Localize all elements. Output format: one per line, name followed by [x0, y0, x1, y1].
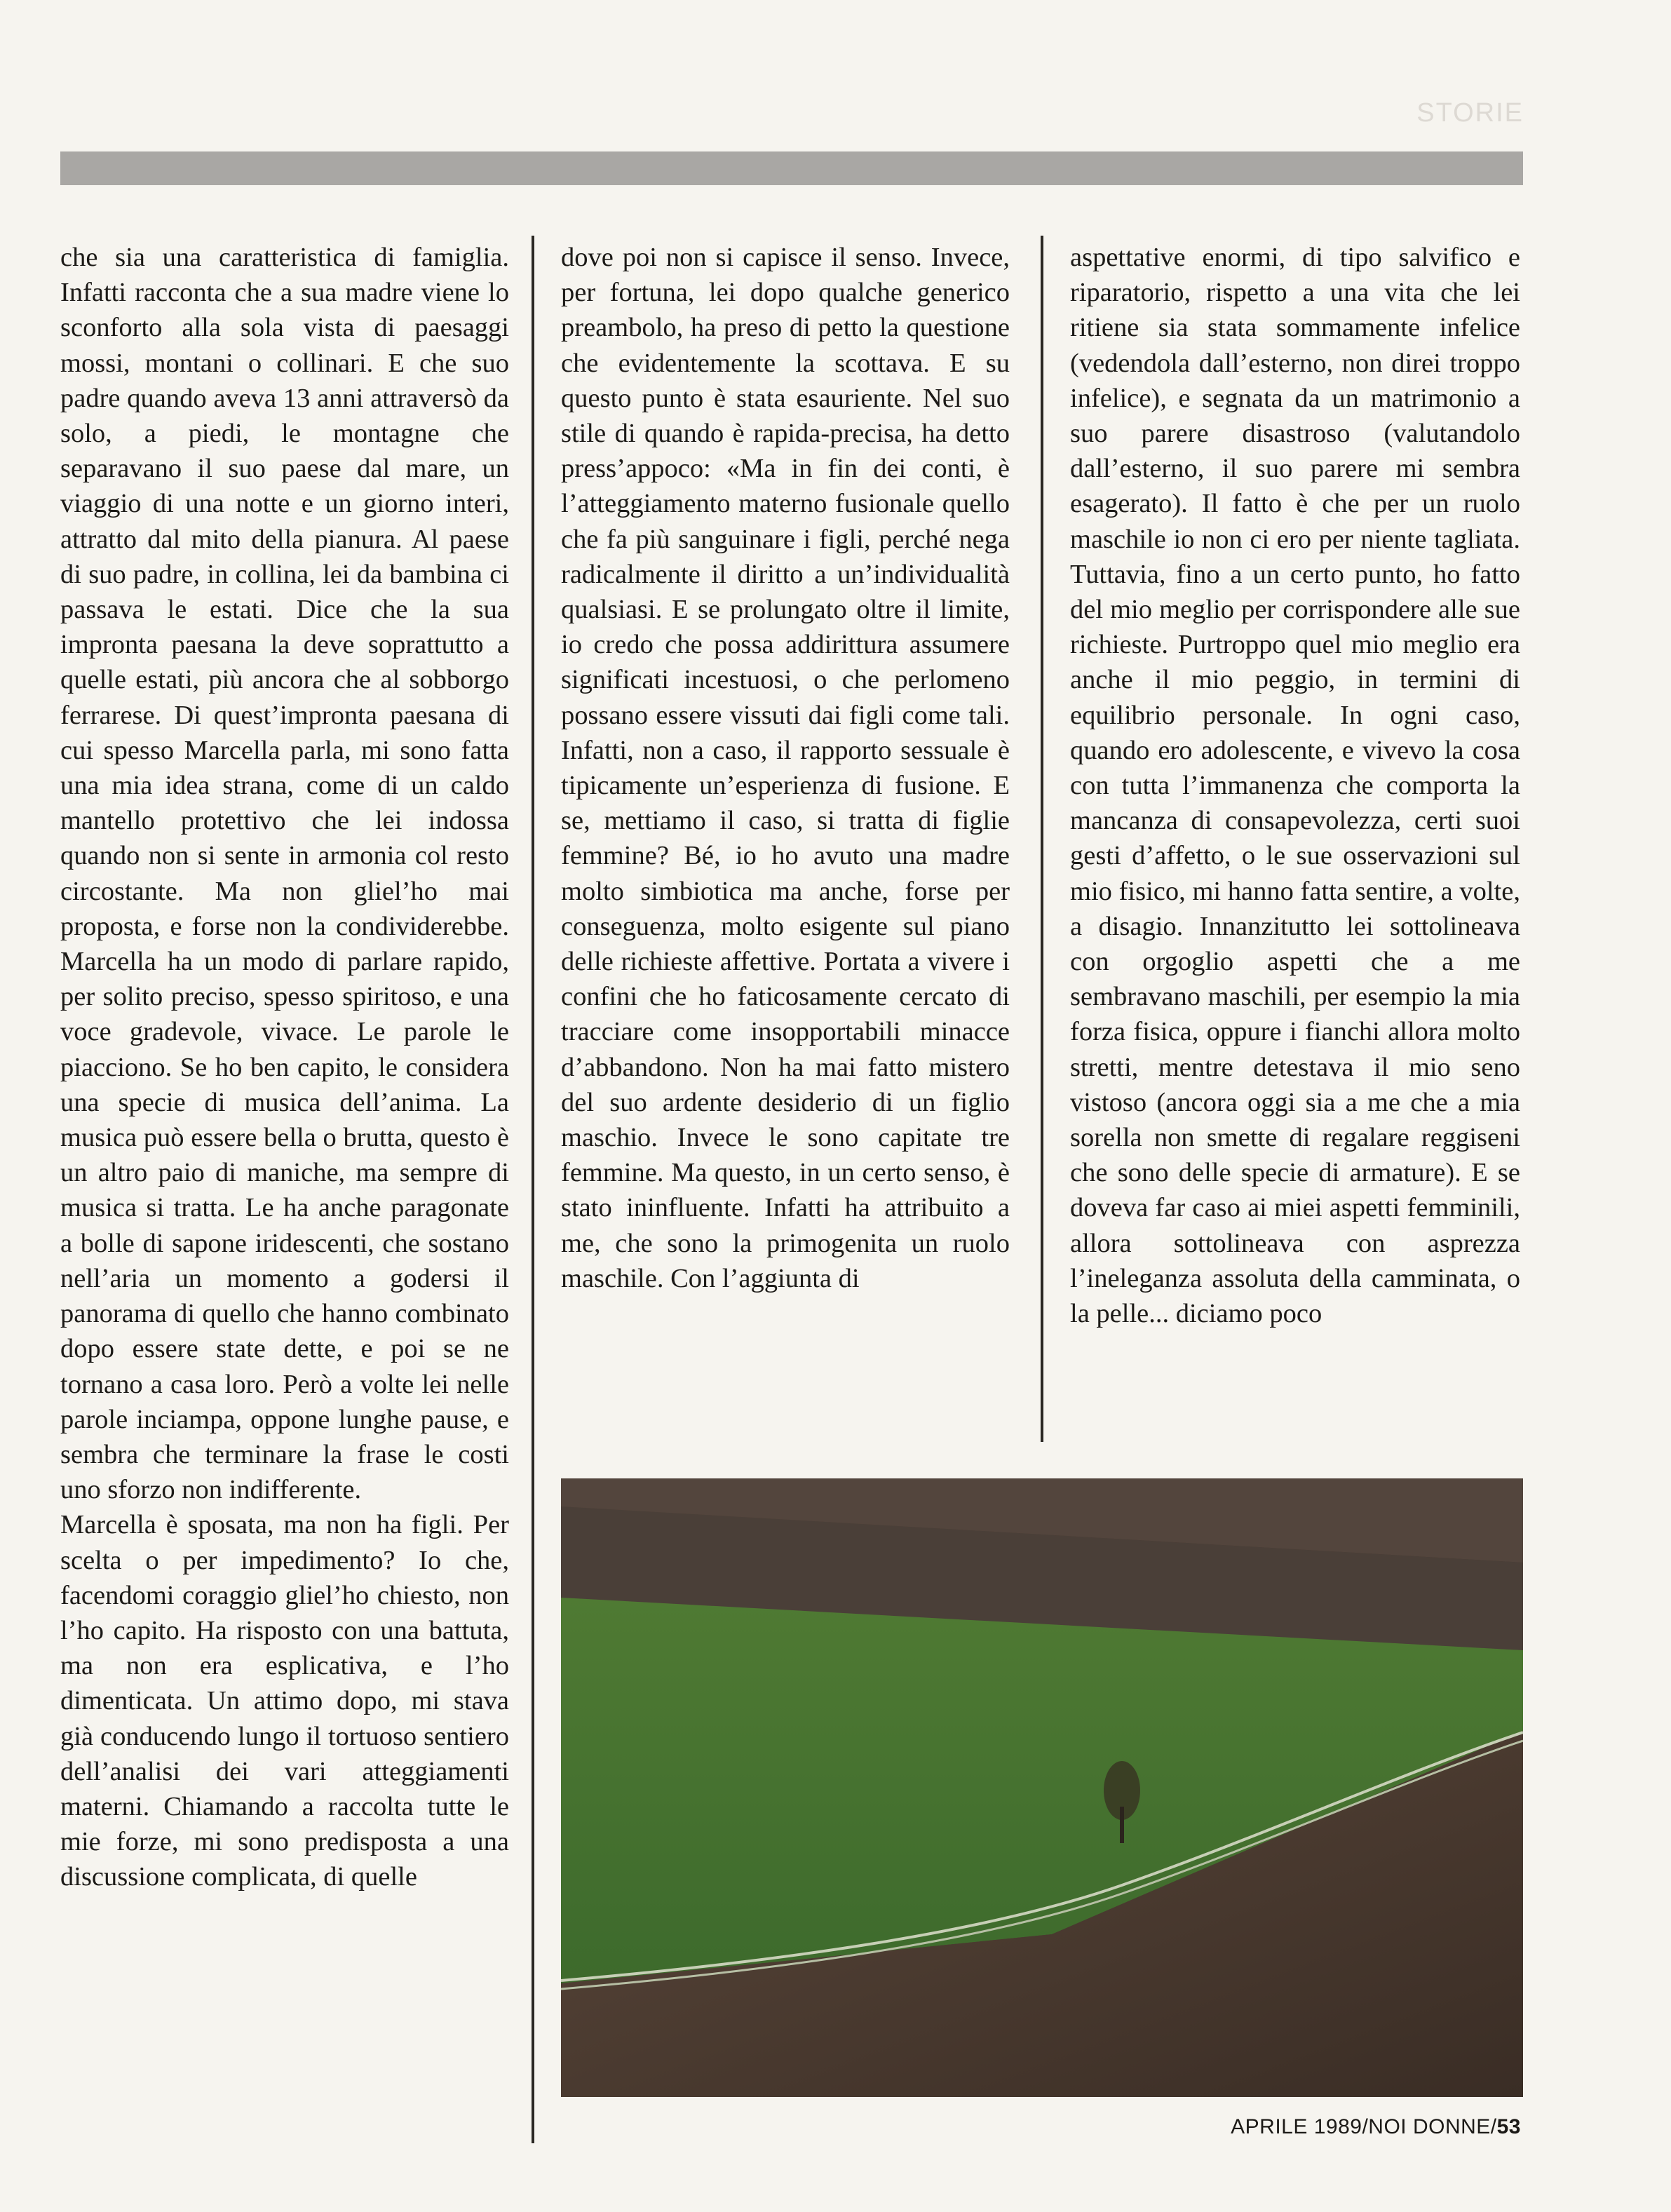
page-footer	[1231, 2115, 1521, 2139]
column-divider	[532, 236, 534, 2143]
column-divider	[1041, 236, 1043, 1442]
landscape-photo	[561, 1478, 1523, 2097]
paragraph: aspettative enormi, di tipo salvifico e riparatorio, rispetto a una vita che lei ritiene sia stata sommamente infelice (vedendola dall’esterno, non direi troppo infelice), e segnata da un matrimonio a suo parere disastroso (valutandolo dall’esterno, il suo parere mi sembra esagerato). Il fatto è che per un ruolo maschile io non ci ero per niente tagliata. Tuttavia, fino a un certo punto, ho fatto del mio meglio per corrispondere alle sue richieste. Purtroppo quel mio meglio era anche il mio peggio, in termini di equilibrio personale. In ogni caso, quando ero adolescente, e vivevo la cosa con tutta l’immanenza che comporta la mancanza di consapevolezza, certi suoi gesti d’affetto, o le sue osservazioni sul mio fisico, mi hanno fatta sentire, a volte, a disagio. Innanzitutto lei sottolineava con orgoglio aspetti che a me sembravano maschili, per esempio la mia forza fisica, oppure i fianchi allora molto stretti, mentre detestava il mio seno vistoso (ancora oggi sia a me che a mia sorella non smette di regalare reggiseni che sono delle specie di armature). E se doveva far caso ai miei aspetti femminili, allora sottolineava con asprezza l’ineleganza assoluta della camminata, o la pelle... diciamo poco	[1070, 243, 1520, 1329]
issue-label: APRILE 1989/NOI DONNE/	[1231, 2115, 1497, 2138]
article-column-2	[561, 240, 1010, 1296]
article-column-3	[1070, 240, 1520, 1331]
paragraph: che sia una caratteristica di famiglia. Infatti racconta che a sua madre viene lo sconforto alla sola vista di paesaggi mossi, montani o collinari. E che suo padre quando aveva 13 anni attraversò da solo, a piedi, le montagne che separavano il suo paese dal mare, un viaggio di una notte e un giorno interi, attratto dal mito della pianura. Al paese di suo padre, in collina, lei da bambina ci passava le estati. Dice che la sua impronta paesana la deve soprattutto a quelle estati, più ancora che al sobborgo ferrarese. Di quest’impronta paesana di cui spesso Marcella parla, mi sono fatta una mia idea strana, come di un caldo mantello protettivo che lei indossa quando non si sente in armonia col resto circostante. Ma non gliel’ho mai proposta, e forse non la condividerebbe. Marcella ha un modo di parlare rapido, per solito preciso, spesso spiritoso, e una voce gradevole, vivace. Le parole le piacciono. Se ho ben capito, le considera una specie di musica dell’anima. La musica può essere bella o brutta, questo è un altro paio di maniche, ma sempre di musica si tratta. Le ha anche paragonate a bolle di sapone iridescenti, che sostano nell’aria un momento a godersi il panorama di quello che hanno combinato dopo essere state dette, e poi se ne tornano a casa loro. Però a volte lei nelle parole inciampa, oppone lunghe pause, e sembra che terminare la frase le costi uno sforzo non indifferente.	[60, 243, 509, 1505]
paragraph: dove poi non si capisce il senso. Invece, per fortuna, lei dopo qualche generico preambolo, ha preso di petto la questione che evidentemente la scottava. E su questo punto è stata esauriente. Nel suo stile di quando è rapida-precisa, ha detto press’appoco: «Ma in fin dei conti, è l’atteggiamento materno fusionale quello che fa più sanguinare i figli, perché nega radicalmente il diritto a un’individualità qualsiasi. E se prolungato oltre il limite, io credo che possa addirittura assumere significati incestuosi, o che perlomeno possano essere vissuti dai figli come tali. Infatti, non a caso, il rapporto sessuale è tipicamente un’esperienza di fusione. E se, mettiamo il caso, si tratta di figlie femmine? Bé, io ho avuto una madre molto simbiotica ma anche, forse per conseguenza, molto esigente sul piano delle richieste affettive. Portata a vivere i confini che ho faticosamente cercato di tracciare come insopportabili minacce d’abbandono. Non ha mai fatto mistero del suo ardente desiderio di un figlio maschio. Invece le sono capitate tre femmine. Ma questo, in un certo senso, è stato ininfluente. Infatti ha attribuito a me, che sono la primogenita un ruolo maschile. Con l’aggiunta di	[561, 243, 1010, 1293]
header-bar	[60, 151, 1523, 185]
paragraph: Marcella è sposata, ma non ha figli. Per scelta o per impedimento? Io che, facendomi coraggio gliel’ho chiesto, non l’ho capito. Ha risposto con una battuta, ma non era esplicativa, e l’ho dimenticata. Un attimo dopo, mi stava già conducendo lungo il tortuoso sentiero dell’analisi dei vari atteggiamenti materni. Chiamando a raccolta tutte le mie forze, mi sono predisposta a una discussione complicata, di quelle	[60, 1510, 509, 1892]
article-column-1	[60, 240, 509, 1895]
section-header: STORIE	[1416, 98, 1524, 128]
page-number: 53	[1496, 2115, 1521, 2138]
